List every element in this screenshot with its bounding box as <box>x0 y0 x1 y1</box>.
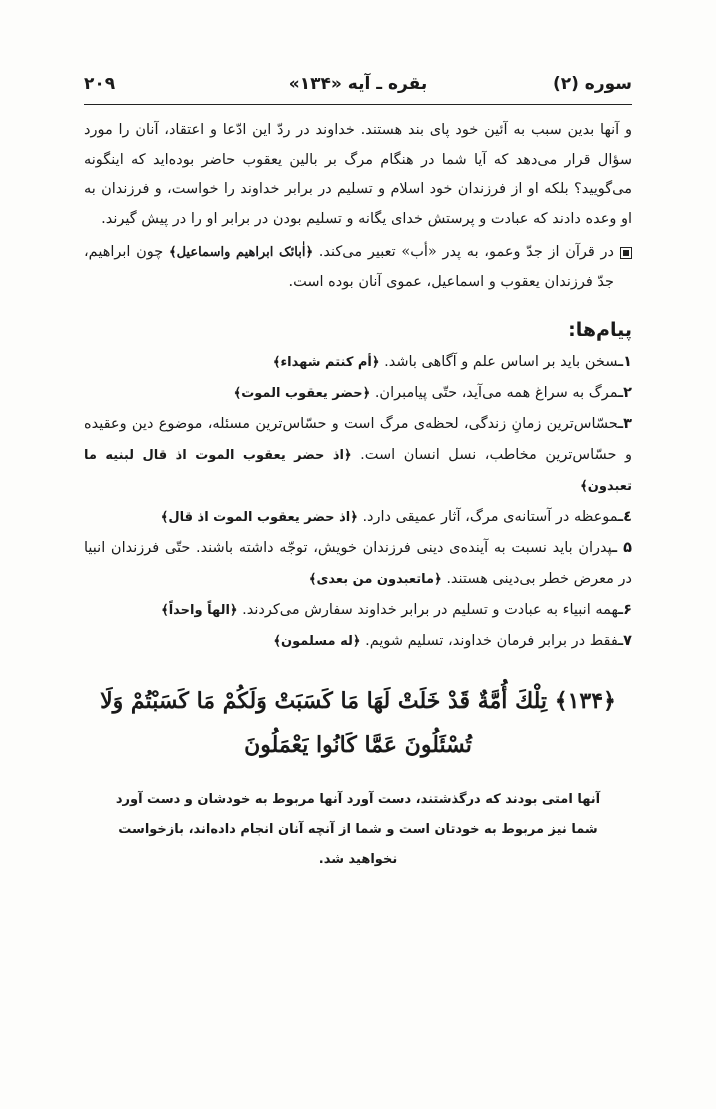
lesson-quote: ﴿أم کنتم شهداء﴾ <box>272 355 380 370</box>
lesson-number: ۶ـ <box>618 602 632 618</box>
page-number: ۲۰۹ <box>84 74 116 94</box>
lesson-quote: ﴿الهاً واحداً﴾ <box>161 603 238 618</box>
lesson-number: ۷ـ <box>618 633 632 649</box>
quran-verse: ﴿۱۳۴﴾ تِلْكَ أُمَّةٌ قَدْ خَلَتْ لَهَا مَا كَسَبَتْ وَلَكُمْ مَا كَسَبْتُمْ وَلَا تُسْئَلُونَ عَمَّا كَانُوا يَعْمَلُونَ <box>100 688 616 758</box>
lesson-number: ۲ـ <box>618 385 632 401</box>
verse-translation: آنها امتی بودند که درگذشتند، دست آورد آنها مربوط به خودشان و دست آورد شما نیز مربوط به خودتان است و شما از آنچه آنان انجام داده‌اند، بازخواست نخواهید شد. <box>115 792 601 867</box>
lesson-number: ۳ـ <box>618 416 632 432</box>
note-text-after: چون ابراهیم، جدّ فرزندان یعقوب و اسماعیل، عموی آنان بوده است. <box>84 244 614 290</box>
commentary-paragraph: و آنها بدین سبب به آئین خود پای بند هستند. خداوند در ردّ این ادّعا و اعتقاد، آنان را مورد سؤال قرار می‌دهد که آیا شما در هنگام مرگ بر بالین یعقوب حاضر بوده‌اید که اینگونه می‌گویید؟ بلکه او از فرزندان خود اسلام و تسلیم در برابر خداوند را خواست، و فرزندان به او وعده دادند که عبادت و پرستش خدای یگانه و تسلیم بودن در برابر او را در پیش گیرند. <box>84 122 632 227</box>
lesson-number: ۱ـ <box>618 354 632 370</box>
lessons-heading: پیام‌ها: <box>568 319 632 341</box>
note-text-before: در قرآن از جدّ وعمو، به پدر «أب» تعبیر می‌کند. <box>318 244 614 260</box>
lesson-item <box>84 533 632 595</box>
lesson-text: همه انبیاء به عبادت و تسلیم در برابر خداوند سفارش می‌کردند. <box>242 602 619 618</box>
lesson-number: ٤ـ <box>618 509 632 525</box>
lesson-text: موعظه در آستانه‌ی مرگ، آثار عمیقی دارد. <box>362 509 619 525</box>
lesson-text: حسّاس‌ترین زمانِ زندگی، لحظه‌ی مرگ است و حسّاس‌ترین مسئله، موضوع دین وعقیده و حسّاس‌ترین مخاطب، نسل انسان است. <box>84 416 632 463</box>
lesson-text: فقط در برابر فرمان خداوند، تسلیم شویم. <box>365 633 619 649</box>
lesson-item <box>84 378 632 409</box>
lesson-item <box>84 595 632 626</box>
lesson-item <box>84 626 632 657</box>
note-block <box>84 238 632 297</box>
bullet-square-icon <box>620 247 632 259</box>
surah-label: سوره (۲) <box>552 74 632 94</box>
lesson-item <box>84 409 632 502</box>
lesson-item <box>84 347 632 378</box>
lesson-text: سخن باید بر اساس علم و آگاهی باشد. <box>384 354 619 370</box>
lesson-quote: ﴿له مسلمون﴾ <box>273 634 361 649</box>
lesson-quote: ﴿اذ حضر یعقوب الموت اذ قال لبنیه ما تعبدون﴾ <box>84 448 632 494</box>
lesson-quote: ﴿اذ حضر یعقوب الموت اذ قال﴾ <box>160 510 358 525</box>
page-header <box>84 70 632 105</box>
verse-reference: بقره ـ آیه «۱۳۴» <box>288 74 428 94</box>
note-quote: ﴿اٰبائک ابراهیم واسماعیل﴾ <box>168 245 314 260</box>
page-body <box>84 112 632 875</box>
lesson-text: پدران باید نسبت به آینده‌ی دینی فرزندان خویش، توجّه داشته باشند. حتّی فرزندان انبیا در معرض خطر بی‌دینی هستند. <box>84 540 632 587</box>
lesson-number: ۵ ـ <box>612 540 632 556</box>
lesson-item <box>84 502 632 533</box>
lesson-quote: ﴿ماتعبدون من بعدی﴾ <box>308 572 442 587</box>
lesson-text: مرگ به سراغ همه می‌آید، حتّی پیامبران. <box>374 385 619 401</box>
note-paragraph <box>84 238 614 297</box>
lesson-quote: ﴿حضر یعقوب الموت﴾ <box>233 386 371 401</box>
lessons-list <box>84 347 632 657</box>
